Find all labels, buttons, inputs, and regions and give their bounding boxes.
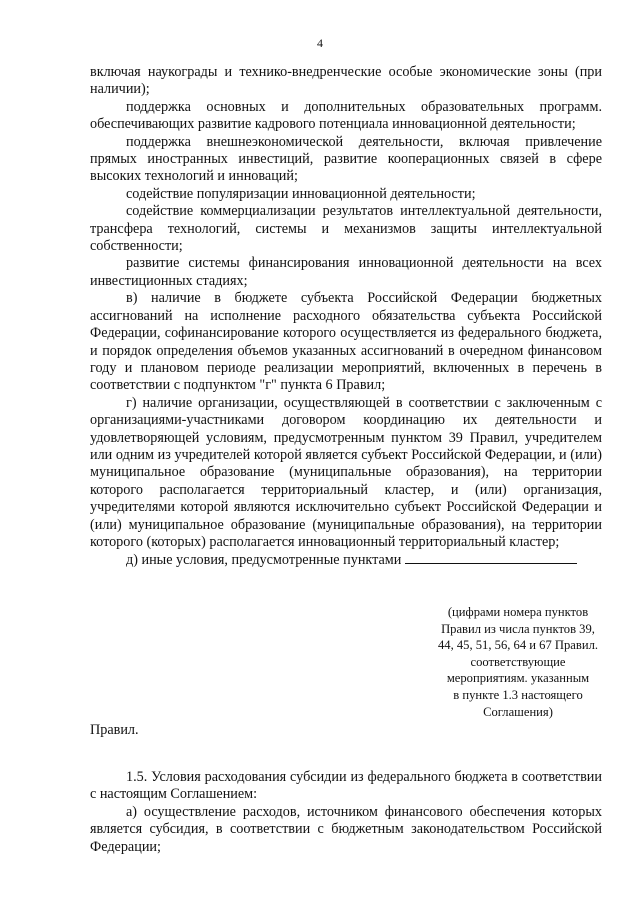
paragraph-item-v: в) наличие в бюджете субъекта Российской Федерации бюджетных ассигнований на исполнение расходного обязательства субъекта Российской Федерации, софинансирование которого осуществляется из федерального бюджета, и порядок определения объемов указанных ассигнований в очередном финансовом году и плановом периоде реализации мероприятий, включенных в перечень в соответствии с подпунктом "г" пункта 6 Правил; bbox=[90, 290, 602, 394]
note-line: 44, 45, 51, 56, 64 и 67 Правил. bbox=[437, 638, 599, 653]
section-1-5 bbox=[90, 769, 602, 856]
paragraph-commercialization: содействие коммерциализации результатов интеллектуальной деятельности, трансфера технологий, системы и механизмов защиты интеллектуальной собственности; bbox=[90, 203, 602, 255]
item-d-text: д) иные условия, предусмотренные пунктами bbox=[126, 552, 402, 569]
note-line: мероприятиям. указанным bbox=[446, 671, 590, 686]
section-1-5-heading: 1.5. Условия расходования субсидии из федерального бюджета в соответствии с настоящим Соглашением: bbox=[90, 769, 602, 803]
note-line: соответствующие bbox=[470, 654, 566, 669]
paragraph-education-programs: поддержка основных и дополнительных образовательных программ. обеспечивающих развитие кадрового потенциала инновационной деятельности; bbox=[90, 98, 602, 133]
page-number: 4 bbox=[317, 36, 323, 50]
section-1-5-item-a: а) осуществление расходов, источником финансового обеспечения которых является субсидия, в соответствии с бюджетным законодательством Российской Федерации; bbox=[90, 803, 602, 855]
note-line: Соглашения) bbox=[483, 704, 553, 719]
fill-in-blank bbox=[405, 551, 577, 564]
document-body bbox=[90, 64, 602, 570]
pravil-word: Правил. bbox=[90, 722, 139, 738]
note-line: Правил из числа пунктов 39, bbox=[441, 621, 595, 636]
footnote-instruction bbox=[418, 604, 618, 720]
note-line: (цифрами номера пунктов bbox=[447, 605, 589, 619]
paragraph-naukogrady: включая наукограды и технико-внедренческие особые экономические зоны (при наличии); bbox=[90, 64, 602, 98]
note-line: в пункте 1.3 настоящего bbox=[453, 687, 583, 702]
paragraph-item-d bbox=[90, 551, 602, 569]
paragraph-financing-system: развитие системы финансирования инновационной деятельности на всех инвестиционных стадиях; bbox=[90, 255, 602, 289]
paragraph-foreign-trade: поддержка внешнеэкономической деятельности, включая привлечение прямых иностранных инвестиций, развитие кооперационных связей в сфере высоких технологий и инноваций; bbox=[90, 133, 602, 185]
paragraph-item-g: г) наличие организации, осуществляющей в соответствии с заключенным с организациями-участниками договором координацию их деятельности и удовлетворяющей условиям, предусмотренным пунктом 39 Правил, учредителем или одним из учредителей которой является субъект Российской Федерации, и (или) муниципальное образование (муниципальные образования), на территории которого располагается территориальный кластер, и (или) организация, учредителями которой являются исключительно субъект Российской Федерации и (или) муниципальное образование (муниципальные образования), на территории которого (которых) располагается инновационный территориальный кластер; bbox=[90, 394, 602, 550]
paragraph-popularization: содействие популяризации инновационной деятельности; bbox=[126, 185, 476, 202]
